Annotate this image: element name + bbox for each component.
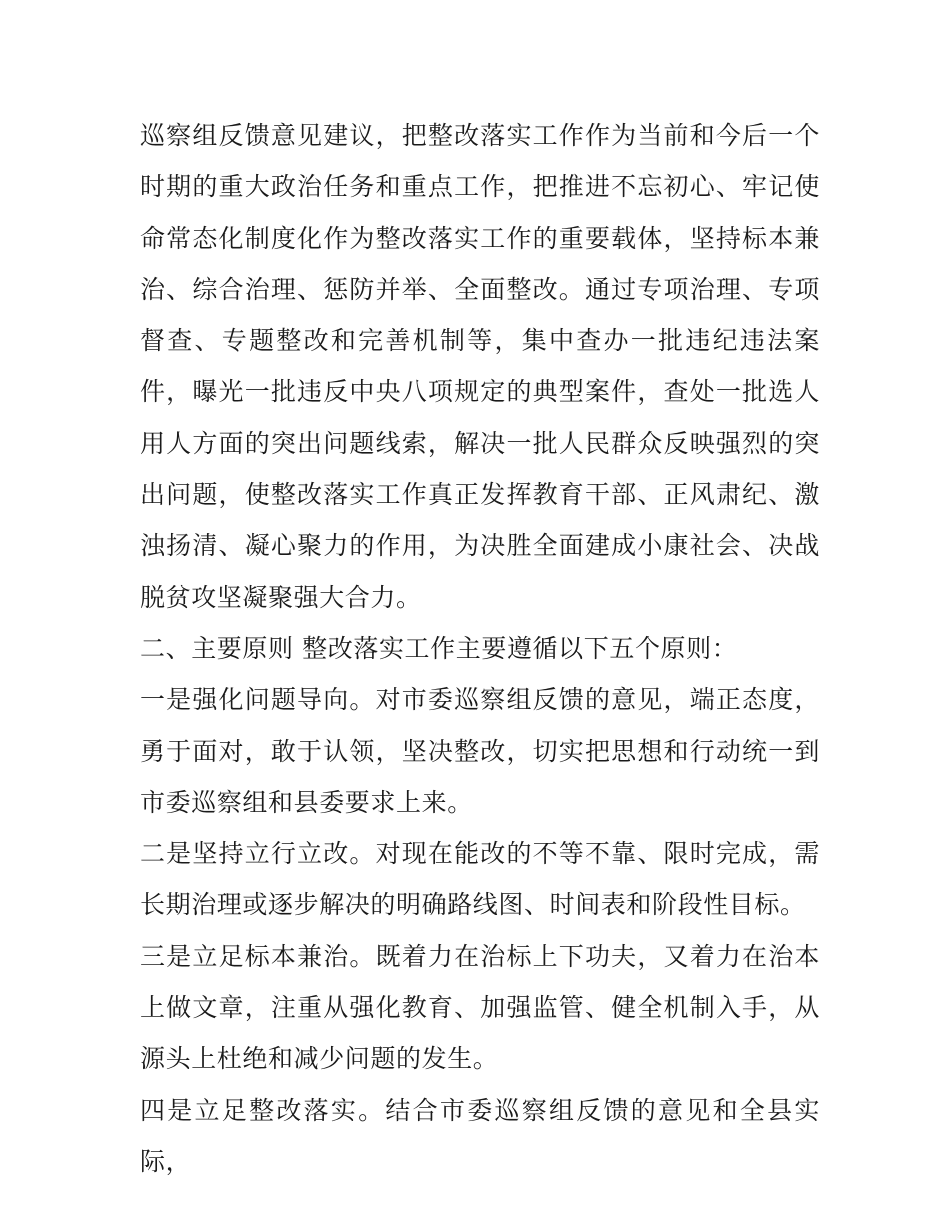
heading-main-principles: 二、主要原则 整改落实工作主要遵循以下五个原则：: [140, 633, 738, 663]
document-body: [140, 110, 820, 1187]
paragraph-rectification-goals: 巡察组反馈意见建议，把整改落实工作作为当前和今后一个时期的重大政治任务和重点工作，把推进不忘初心、牢记使命常态化制度化作为整改落实工作的重要载体，坚持标本兼治、综合治理、惩防并举、全面整改。通过专项治理、专项督查、专题整改和完善机制等，集中查办一批违纪违法案件，曝光一批违反中央八项规定的典型案件，查处一批选人用人方面的突出问题线索，解决一批人民群众反映强烈的突出问题，使整改落实工作真正发挥教育干部、正风肃纪、激浊扬清、凝心聚力的作用，为决胜全面建成小康社会、决战脱贫攻坚凝聚强大合力。: [140, 121, 820, 612]
paragraph-principle-1: 一是强化问题导向。对市委巡察组反馈的意见，端正态度，勇于面对，敢于认领，坚决整改，切实把思想和行动统一到市委巡察组和县委要求上来。: [140, 685, 820, 817]
paragraph-principle-4: 四是立足整改落实。结合市委巡察组反馈的意见和全县实际，: [140, 1095, 820, 1176]
paragraph-principle-3: 三是立足标本兼治。既着力在治标上下功夫，又着力在治本上做文章，注重从强化教育、加强监管、健全机制入手，从源头上杜绝和减少问题的发生。: [140, 941, 820, 1074]
paragraph-principle-2: 二是坚持立行立改。对现在能改的不等不靠、限时完成，需长期治理或逐步解决的明确路线图、时间表和阶段性目标。: [140, 839, 820, 920]
